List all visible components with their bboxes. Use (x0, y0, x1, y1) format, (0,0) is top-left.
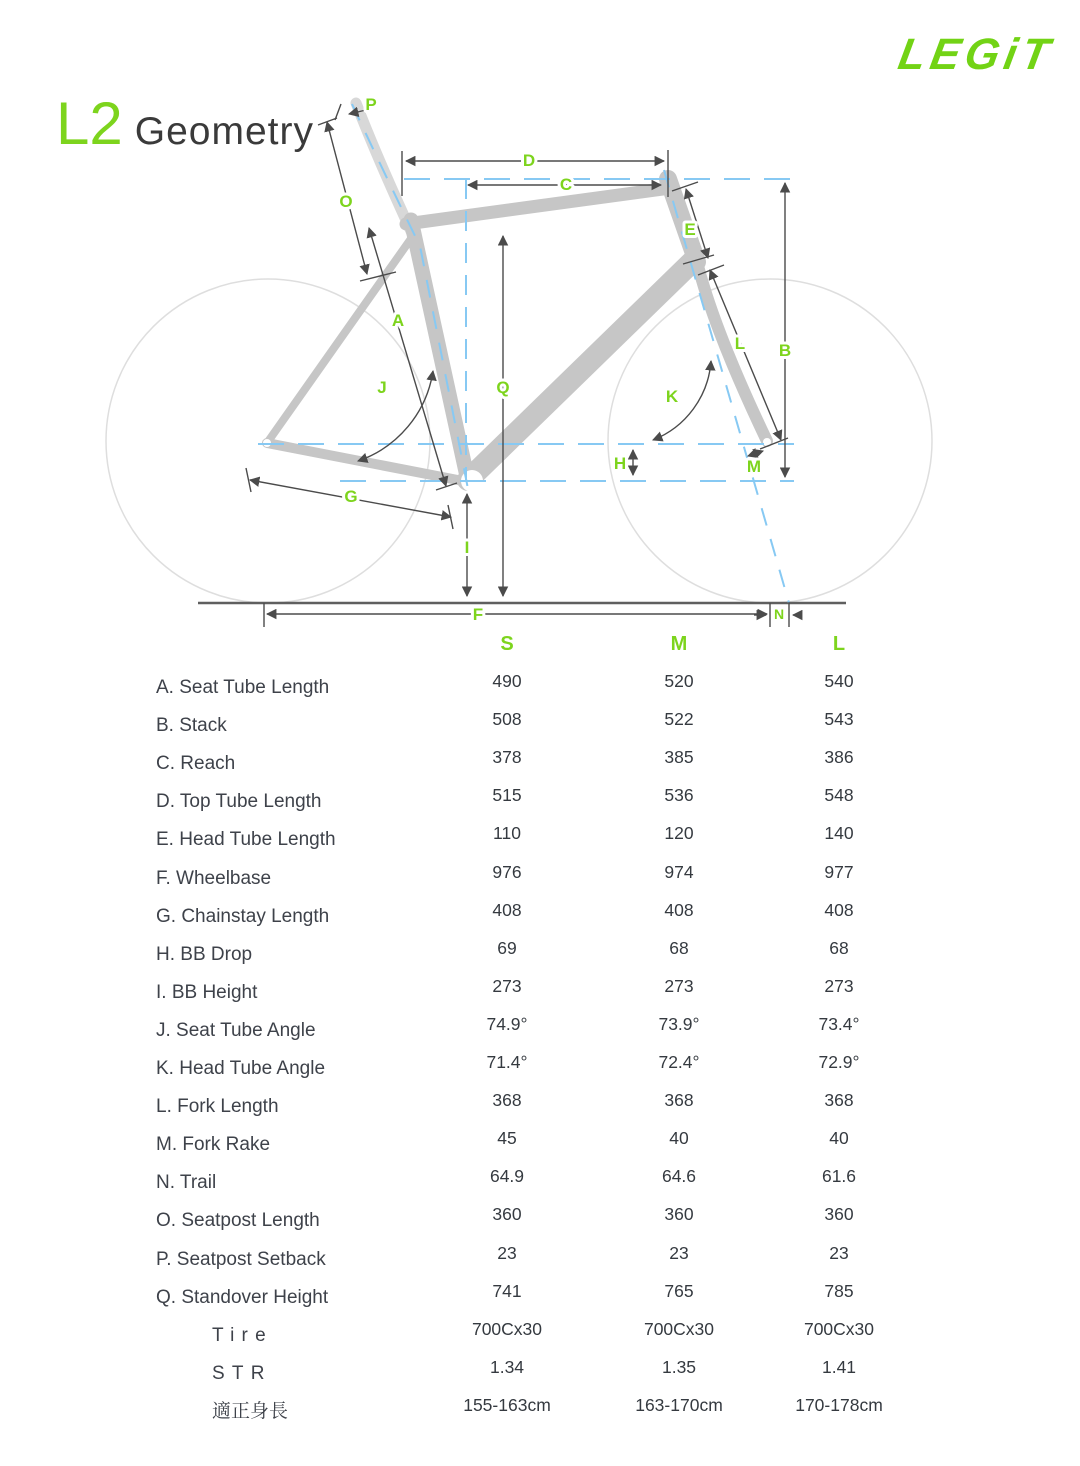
size-header-s: S (500, 633, 514, 655)
spec-value: 40 (669, 1128, 689, 1149)
table-row (156, 860, 936, 898)
spec-value: 1.35 (661, 1356, 697, 1377)
spec-value: 155-163cm (463, 1394, 551, 1415)
spec-label: D. Top Tube Length (156, 791, 322, 813)
dim-label-d: D (522, 151, 536, 170)
spec-value: 64.6 (661, 1166, 697, 1187)
spec-label: Q. Standover Height (156, 1286, 329, 1308)
ref-steering-axis (664, 170, 792, 603)
table-row (156, 1202, 936, 1240)
table-row (156, 1088, 936, 1126)
spec-label: L. Fork Length (156, 1096, 279, 1118)
spec-value: 785 (824, 1280, 854, 1301)
dim-j-arc (358, 371, 433, 461)
spec-value: 408 (664, 899, 694, 920)
dim-label-p: P (365, 95, 377, 114)
spec-label: A. Seat Tube Length (156, 677, 330, 698)
spec-value: 23 (829, 1242, 849, 1263)
spec-label: G. Chainstay Length (156, 905, 330, 927)
spec-value: 543 (824, 709, 854, 730)
chain-stay (267, 443, 468, 482)
bike-geometry-diagram (0, 0, 1080, 640)
spec-value: 73.4° (818, 1013, 860, 1034)
geometry-table (156, 630, 936, 1450)
spec-value: 360 (664, 1204, 694, 1225)
spec-value: 977 (824, 861, 854, 882)
spec-value: 273 (492, 975, 522, 996)
table-row (156, 783, 936, 821)
spec-value: 976 (492, 861, 522, 882)
dim-label-m: M (746, 457, 762, 476)
spec-value: 170-178cm (795, 1394, 883, 1415)
top-tube (406, 188, 670, 224)
spec-value: 368 (824, 1090, 854, 1111)
spec-value: 700Cx30 (471, 1318, 543, 1339)
spec-value: 110 (493, 823, 521, 844)
spec-label: J. Seat Tube Angle (156, 1019, 316, 1041)
dim-label-f: F (472, 605, 484, 624)
spec-value: 540 (824, 671, 854, 691)
dim-label-n: N (773, 606, 785, 622)
spec-value: 23 (497, 1242, 517, 1263)
page-title-model: L2 (56, 90, 123, 157)
dim-m (748, 451, 763, 456)
dim-label-l: L (734, 334, 746, 353)
spec-value: 40 (829, 1128, 849, 1149)
spec-value: 515 (492, 785, 522, 806)
dim-k-arc (653, 361, 711, 440)
spec-value: 408 (824, 899, 854, 920)
size-header-m: M (670, 633, 688, 655)
spec-value: 72.4° (658, 1052, 700, 1072)
spec-label: STR (212, 1362, 272, 1384)
table-row (156, 898, 936, 936)
down-tube (468, 260, 694, 480)
dimension-lines (246, 104, 802, 627)
table-row (156, 1050, 936, 1088)
spec-value: 68 (669, 937, 689, 958)
spec-label: Tire (212, 1324, 273, 1346)
spec-value: 520 (664, 671, 694, 691)
table-row (156, 745, 936, 783)
spec-value: 741 (492, 1280, 522, 1301)
spec-value: 508 (492, 709, 522, 730)
spec-value: 120 (664, 823, 694, 844)
dim-label-j: J (377, 378, 387, 397)
spec-label: I. BB Height (156, 981, 258, 1003)
spec-value: 69 (497, 937, 517, 958)
spec-label: H. BB Drop (156, 943, 253, 965)
spec-value: 61.6 (821, 1166, 857, 1187)
dim-l (710, 270, 781, 440)
spec-value: 522 (664, 709, 694, 730)
reference-lines (258, 104, 798, 603)
dim-label-e: E (684, 220, 696, 239)
table-row (156, 821, 936, 859)
spec-value: 548 (824, 785, 854, 806)
table-row (156, 707, 936, 745)
table-row (156, 1126, 936, 1164)
spec-label: 適正身長 (212, 1400, 289, 1422)
table-row (156, 1241, 936, 1279)
spec-value: 45 (497, 1128, 517, 1149)
table-row (156, 1164, 936, 1202)
fork (697, 262, 767, 441)
spec-value: 368 (664, 1090, 694, 1111)
spec-label: O. Seatpost Length (156, 1210, 320, 1232)
spec-value: 73.9° (658, 1013, 700, 1034)
spec-value: 368 (492, 1090, 522, 1111)
dim-a-tick-bot (436, 483, 457, 490)
brand-logo: LEGiT (895, 30, 1059, 79)
spec-value: 74.9° (486, 1013, 528, 1034)
dim-label-o: O (339, 192, 353, 211)
table-row (156, 936, 936, 974)
spec-value: 408 (492, 899, 522, 920)
spec-value: 140 (824, 823, 854, 844)
spec-value: 765 (664, 1280, 694, 1301)
spec-value: 700Cx30 (803, 1318, 875, 1339)
spec-value: 64.9 (489, 1166, 525, 1187)
spec-label: M. Fork Rake (156, 1134, 271, 1156)
spec-value: 72.9° (818, 1052, 860, 1072)
dim-p-tick (335, 104, 341, 120)
spec-value: 68 (829, 937, 849, 958)
dim-label-c: C (559, 175, 573, 194)
table-row (156, 1393, 936, 1431)
page-title-text: Geometry (134, 110, 314, 153)
spec-value: 273 (664, 975, 694, 996)
dim-label-h: H (613, 454, 627, 473)
spec-label: E. Head Tube Length (156, 829, 336, 851)
spec-value: 360 (824, 1204, 854, 1225)
table-row (156, 1317, 936, 1355)
spec-value: 273 (824, 975, 854, 996)
spec-label: C. Reach (156, 753, 236, 775)
dim-label-q: Q (496, 378, 510, 397)
spec-value: 700Cx30 (643, 1318, 715, 1339)
spec-value: 23 (669, 1242, 689, 1263)
spec-label: P. Seatpost Setback (156, 1248, 326, 1270)
dim-label-k: K (665, 387, 679, 406)
spec-value: 490 (492, 671, 522, 691)
spec-value: 1.34 (489, 1356, 525, 1377)
spec-label: B. Stack (156, 715, 227, 737)
spec-label: F. Wheelbase (156, 867, 272, 889)
spec-label: N. Trail (156, 1172, 217, 1194)
dim-label-b: B (778, 341, 792, 360)
spec-value: 536 (664, 785, 694, 806)
spec-value: 163-170cm (635, 1394, 723, 1415)
spec-value: 1.41 (821, 1356, 857, 1377)
spec-value: 378 (492, 747, 522, 768)
spec-value: 385 (664, 747, 694, 768)
spec-value: 360 (492, 1204, 522, 1225)
dim-label-i: I (464, 538, 470, 557)
spec-value: 974 (664, 861, 694, 882)
dim-label-g: G (344, 487, 358, 506)
spec-value: 386 (824, 747, 854, 768)
spec-value: 71.4° (486, 1052, 528, 1072)
dim-label-a: A (391, 311, 405, 330)
table-row (156, 669, 936, 707)
spec-label: K. Head Tube Angle (156, 1058, 326, 1079)
size-header-l: L (832, 633, 846, 655)
